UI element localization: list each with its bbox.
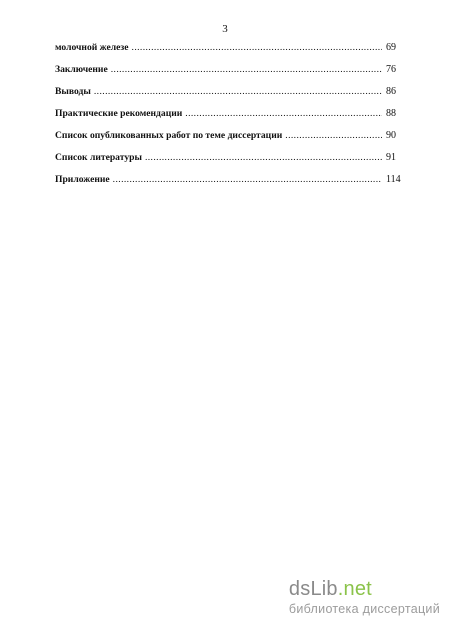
toc-leader-dots [113,174,382,185]
toc-entry [55,86,410,108]
toc-entry [55,108,410,130]
toc-entry-title: Приложение [55,174,110,185]
watermark-tagline: библиотека диссертаций [288,602,440,616]
toc-leader-dots [145,152,382,163]
dslib-watermark [289,579,440,616]
toc-entry-page: 91 [386,152,396,163]
table-of-contents [55,42,410,196]
toc-entry-page: 114 [386,174,401,185]
toc-entry-title: Список литературы [55,152,142,163]
toc-entry-page: 69 [386,42,396,53]
toc-entry [55,42,410,64]
toc-entry-page: 76 [386,64,396,75]
toc-entry-page: 88 [386,108,396,119]
page-number: 3 [222,23,228,35]
toc-entry-title: Список опубликованных работ по теме диссертации [55,130,283,141]
toc-entry [55,174,410,196]
toc-entry-title: молочной железе [55,42,129,53]
logo-suffix-text: .net [337,578,372,600]
dslib-logo [289,579,440,599]
toc-leader-dots [185,108,382,119]
toc-entry-title: Выводы [55,86,91,97]
toc-entry [55,64,410,86]
toc-entry-page: 86 [386,86,396,97]
toc-leader-dots [111,64,382,75]
toc-entry-title: Практические рекомендации [55,108,183,119]
toc-entry-page: 90 [386,130,396,141]
toc-entry [55,130,410,152]
logo-main-text: dsLib [288,578,338,600]
toc-entry [55,152,410,174]
toc-leader-dots [94,86,382,97]
toc-entry-title: Заключение [55,64,108,75]
toc-leader-dots [285,130,382,141]
toc-leader-dots [132,42,382,53]
